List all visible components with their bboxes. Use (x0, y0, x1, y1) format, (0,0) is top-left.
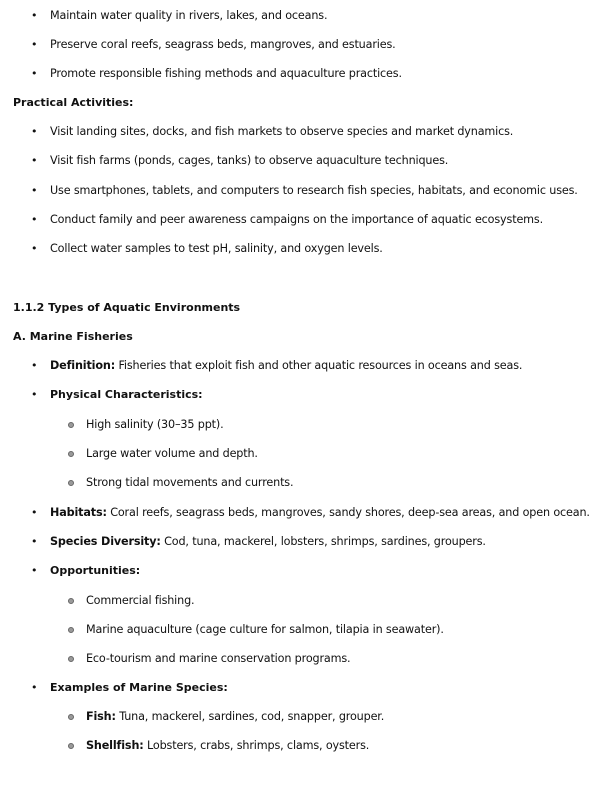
circle-bullet-icon (68, 480, 74, 486)
species-label: Species Diversity: (50, 535, 161, 548)
definition-label: Definition: (50, 359, 116, 372)
opportunity-item: Commercial fishing. (86, 594, 195, 607)
species-text: Cod, tuna, mackerel, lobsters, shrimps, sardines, groupers. (160, 535, 486, 548)
physical-item: Strong tidal movements and currents. (86, 476, 294, 489)
shellfish-label: Shellfish: (86, 739, 144, 752)
intro-bullet: Maintain water quality in rivers, lakes, and oceans. (50, 9, 328, 22)
section-title: 1.1.2 Types of Aquatic Environments (13, 301, 241, 314)
bullet-icon (31, 184, 38, 198)
bullet-icon (31, 67, 38, 81)
opportunities-label: Opportunities: (50, 564, 141, 577)
circle-bullet-icon (68, 451, 74, 457)
bullet-icon (31, 125, 38, 139)
fish-text: Tuna, mackerel, sardines, cod, snapper, grouper. (115, 710, 385, 723)
bullet-icon (31, 388, 38, 402)
species-item (50, 535, 486, 549)
bullet-icon (31, 213, 38, 227)
habitats-label: Habitats: (50, 506, 107, 519)
definition-item (50, 359, 522, 373)
bullet-icon (31, 154, 38, 168)
circle-bullet-icon (68, 656, 74, 662)
practical-item: Visit fish farms (ponds, cages, tanks) to observe aquaculture techniques. (50, 154, 449, 167)
definition-text: Fisheries that exploit fish and other aquatic resources in oceans and seas. (115, 359, 523, 372)
practical-item: Visit landing sites, docks, and fish markets to observe species and market dynamics. (50, 125, 514, 138)
fish-item (86, 710, 384, 724)
opportunity-item: Eco-tourism and marine conservation programs. (86, 652, 351, 665)
intro-bullet: Preserve coral reefs, seagrass beds, mangroves, and estuaries. (50, 38, 396, 51)
habitats-text: Coral reefs, seagrass beds, mangroves, sandy shores, deep-sea areas, and open ocean. (106, 506, 590, 519)
shellfish-item (86, 739, 369, 753)
opportunity-item: Marine aquaculture (cage culture for salmon, tilapia in seawater). (86, 623, 444, 636)
bullet-icon (31, 681, 38, 695)
subsection-title: A. Marine Fisheries (13, 330, 133, 343)
examples-label: Examples of Marine Species: (50, 681, 228, 694)
bullet-icon (31, 242, 38, 256)
bullet-icon (31, 38, 38, 52)
fish-label: Fish: (86, 710, 116, 723)
bullet-icon (31, 564, 38, 578)
practical-item: Collect water samples to test pH, salinity, and oxygen levels. (50, 242, 383, 255)
practical-item: Use smartphones, tablets, and computers to research fish species, habitats, and economic uses. (50, 184, 578, 197)
bullet-icon (31, 359, 38, 373)
bullet-icon (31, 535, 38, 549)
shellfish-text: Lobsters, crabs, shrimps, clams, oysters. (143, 739, 370, 752)
physical-item: Large water volume and depth. (86, 447, 258, 460)
circle-bullet-icon (68, 627, 74, 633)
intro-bullet: Promote responsible fishing methods and aquaculture practices. (50, 67, 402, 80)
practical-heading: Practical Activities: (13, 96, 134, 109)
circle-bullet-icon (68, 422, 74, 428)
physical-item: High salinity (30–35 ppt). (86, 418, 224, 431)
bullet-icon (31, 9, 38, 23)
bullet-icon (31, 506, 38, 520)
circle-bullet-icon (68, 743, 74, 749)
habitats-item (50, 506, 590, 520)
practical-item: Conduct family and peer awareness campaigns on the importance of aquatic ecosystems. (50, 213, 544, 226)
physical-label: Physical Characteristics: (50, 388, 203, 401)
circle-bullet-icon (68, 714, 74, 720)
circle-bullet-icon (68, 598, 74, 604)
